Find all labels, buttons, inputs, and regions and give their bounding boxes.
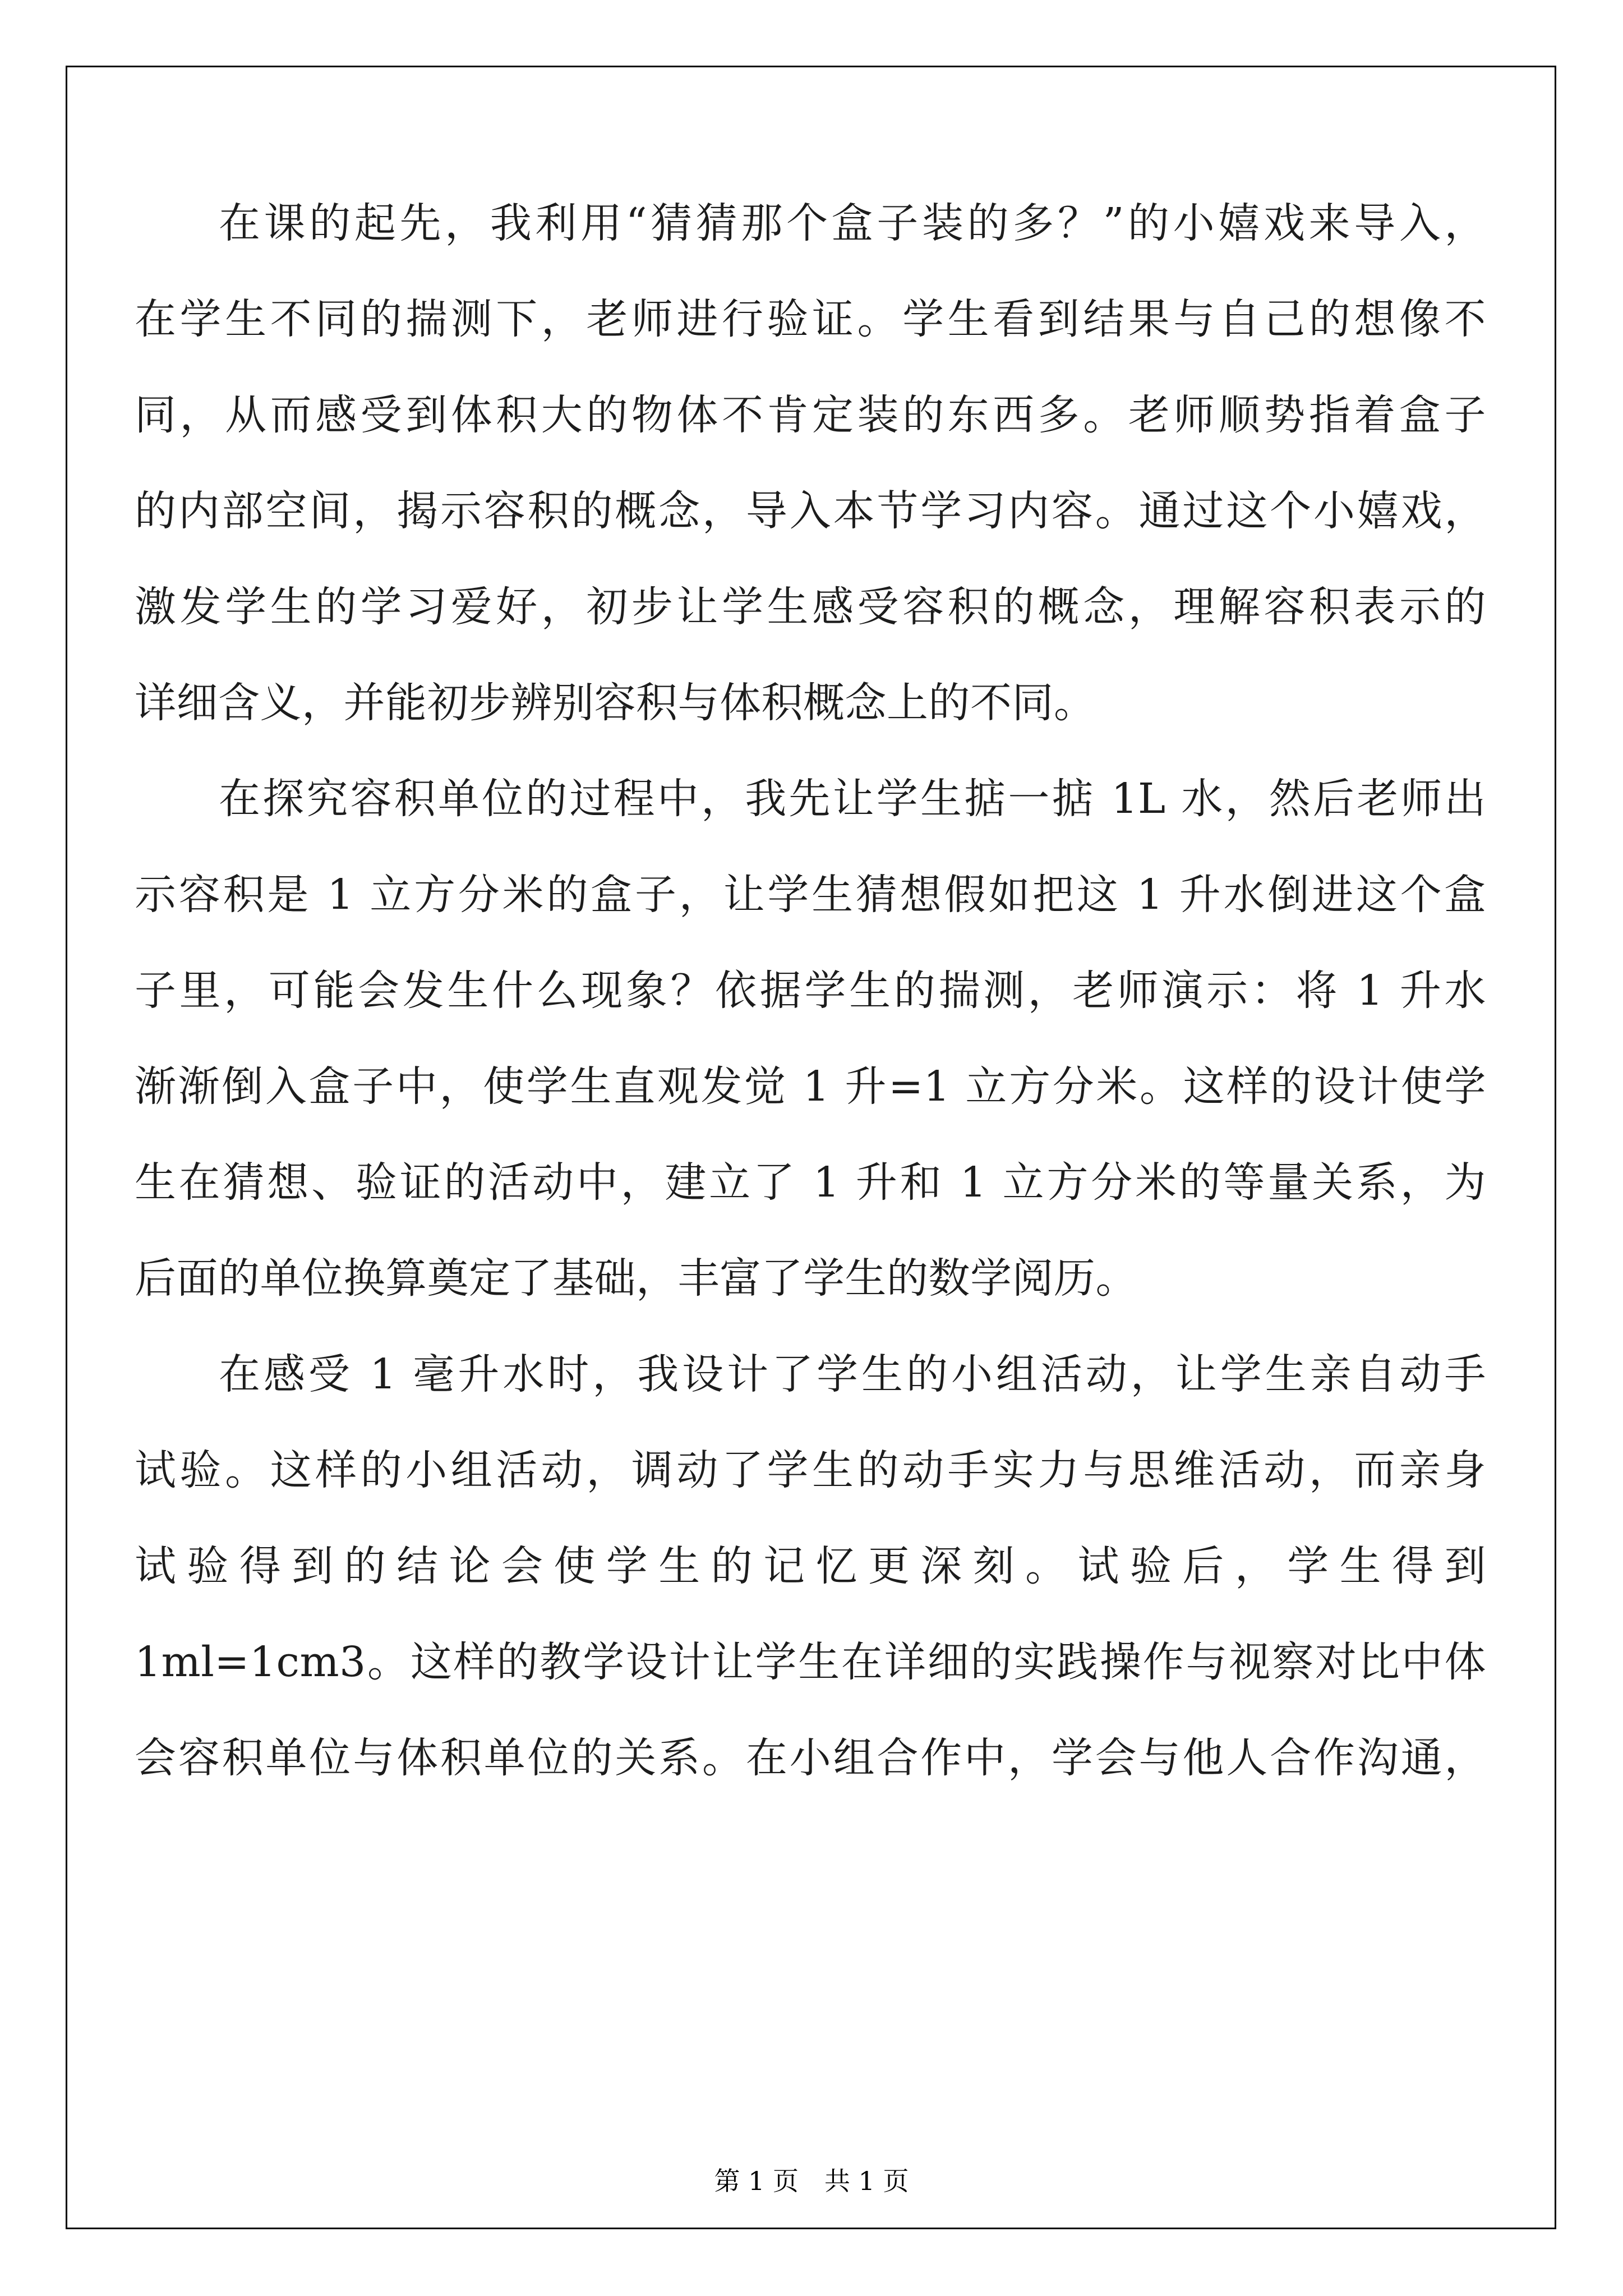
paragraph-3-line-4: 1ml=1cm3。这样的教学设计让学生在详细的实践操作与视察对比中体 — [135, 1638, 1486, 1686]
paragraph-3-line-3: 试验得到的结论会使学生的记忆更深刻。试验后，学生得到 — [135, 1542, 1486, 1590]
paragraph-1-line-1: 在课的起先，我利用“猜猜那个盒子装的多？”的小嬉戏来导入， — [219, 199, 1486, 247]
paragraph-2-line-5: 生在猜想、验证的活动中，建立了 1 升和 1 立方分米的等量关系，为 — [135, 1158, 1486, 1207]
paragraph-3-line-1: 在感受 1 毫升水时，我设计了学生的小组活动，让学生亲自动手 — [219, 1350, 1486, 1398]
page-number-footer: 第 1 页 共 1 页 — [714, 2166, 909, 2196]
paragraph-1-line-6: 详细含义，并能初步辨别容积与体积概念上的不同。 — [135, 679, 1096, 727]
paragraph-2-line-2: 示容积是 1 立方分米的盒子，让学生猜想假如把这 1 升水倒进这个盒 — [135, 871, 1486, 919]
paragraph-2-line-1: 在探究容积单位的过程中，我先让学生掂一掂 1L 水，然后老师出 — [219, 775, 1486, 823]
paragraph-2-line-3: 子里，可能会发生什么现象？依据学生的揣测，老师演示：将 1 升水 — [135, 967, 1486, 1015]
paragraph-1-line-5: 激发学生的学习爱好，初步让学生感受容积的概念，理解容积表示的 — [135, 583, 1486, 631]
paragraph-3-line-5: 会容积单位与体积单位的关系。在小组合作中，学会与他人合作沟通， — [135, 1734, 1486, 1782]
paragraph-2-line-4: 渐渐倒入盒子中，使学生直观发觉 1 升=1 立方分米。这样的设计使学 — [135, 1062, 1486, 1111]
paragraph-3-line-2: 试验。这样的小组活动，调动了学生的动手实力与思维活动，而亲身 — [135, 1446, 1486, 1494]
paragraph-1-line-4: 的内部空间，揭示容积的概念，导入本节学习内容。通过这个小嬉戏， — [135, 487, 1486, 535]
paragraph-1-line-2: 在学生不同的揣测下，老师进行验证。学生看到结果与自己的想像不 — [135, 295, 1486, 343]
document-body — [135, 190, 1486, 1820]
paragraph-2-line-6: 后面的单位换算奠定了基础，丰富了学生的数学阅历。 — [135, 1254, 1137, 1303]
paragraph-1-line-3: 同，从而感受到体积大的物体不肯定装的东西多。老师顺势指着盒子 — [135, 391, 1486, 439]
